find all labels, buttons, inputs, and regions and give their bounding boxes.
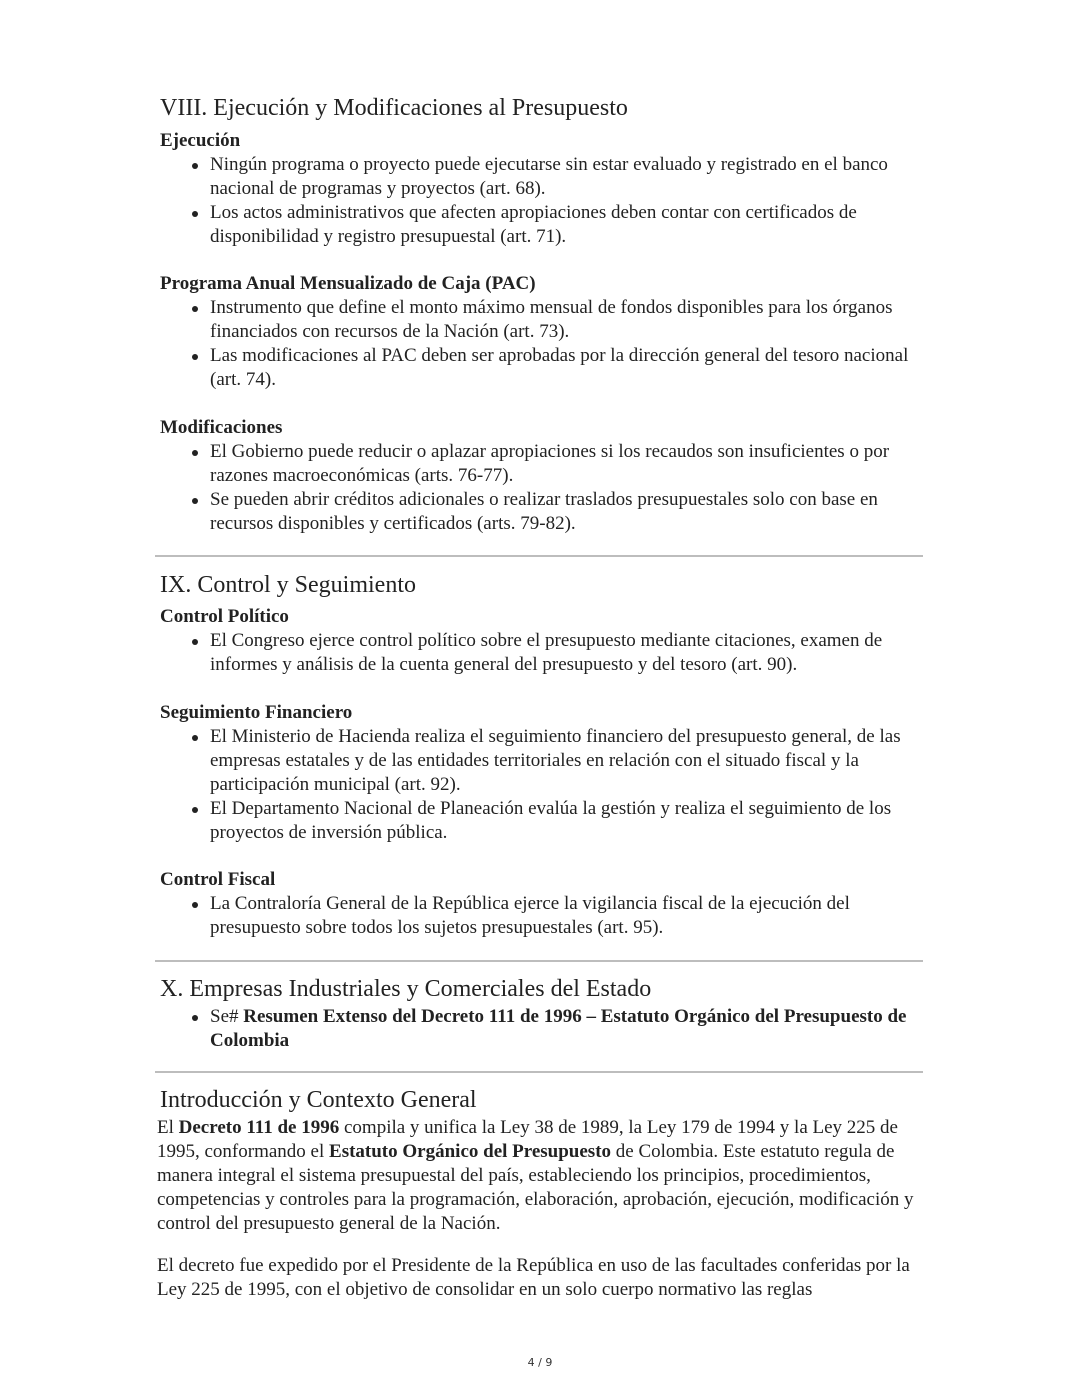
section-heading: X. Empresas Industriales y Comerciales del Estado (160, 976, 652, 1002)
bullet-list (157, 153, 927, 249)
item-bold-title: Resumen Extenso del Decreto 111 de 1996 – Estatuto Orgánico del Presupuesto de Colombia (210, 1006, 907, 1051)
page-number: 4 / 9 (527, 1356, 553, 1369)
divider (155, 960, 923, 962)
bullet-list (157, 1005, 927, 1053)
subsection-control-fiscal (157, 868, 927, 940)
bullet-list (157, 725, 927, 845)
bullet-list (157, 440, 927, 536)
section-heading: VIII. Ejecución y Modificaciones al Presupuesto (160, 95, 628, 121)
subsection-ejecucion (157, 129, 927, 249)
subsection-pac (157, 272, 927, 392)
divider (155, 555, 923, 557)
section-heading: IX. Control y Seguimiento (160, 572, 416, 598)
subsection-heading: Control Político (160, 606, 289, 627)
text: compila y unifica la Ley 38 de 1989, la Ley 179 de 1994 y la Ley 225 de 1995, conformando el (157, 1117, 898, 1162)
subsection-heading: Modificaciones (160, 417, 283, 438)
list-item: El Ministerio de Hacienda realiza el seguimiento financiero del presupuesto general, de las empresas estatales y de las entidades territoriales en relación con el situado fiscal y la participación municipal (art. 92). (210, 725, 927, 797)
bullet-list (157, 629, 927, 677)
section-ix (157, 570, 927, 600)
item-prefix: Se# (210, 1006, 244, 1027)
list-item: Se pueden abrir créditos adicionales o realizar traslados presupuestales solo con base en recursos disponibles y certificados (arts. 79-82). (210, 488, 927, 536)
list-item: Ningún programa o proyecto puede ejecutarse sin estar evaluado y registrado en el banco nacional de programas y proyectos (art. 68). (210, 153, 927, 201)
intro-paragraph-2: El decreto fue expedido por el Presidente de la República en uso de las facultades conferidas por la Ley 225 de 1995, con el objetivo de consolidar en un solo cuerpo normativo las reglas (157, 1255, 910, 1300)
list-item: Las modificaciones al PAC deben ser aprobadas por la dirección general del tesoro nacional (art. 74). (210, 344, 927, 392)
divider (155, 1071, 923, 1073)
list-item: La Contraloría General de la República ejerce la vigilancia fiscal de la ejecución del presupuesto sobre todos los sujetos presupuestales (art. 95). (210, 892, 927, 940)
bullet-list (157, 892, 927, 940)
list-item (210, 1005, 927, 1053)
bold-text: Decreto 111 de 1996 (178, 1117, 340, 1138)
subsection-heading: Ejecución (160, 130, 241, 151)
section-intro (157, 1085, 927, 1302)
subsection-control-politico (157, 605, 927, 677)
list-item: Instrumento que define el monto máximo mensual de fondos disponibles para los órganos financiados con recursos de la Nación (art. 73). (210, 296, 927, 344)
list-item: El Congreso ejerce control político sobre el presupuesto mediante citaciones, examen de informes y análisis de la cuenta general del presupuesto y del tesoro (art. 90). (210, 629, 927, 677)
bullet-list (157, 296, 927, 392)
section-x (157, 974, 927, 1053)
subsection-heading: Seguimiento Financiero (160, 702, 353, 723)
subsection-heading: Programa Anual Mensualizado de Caja (PAC) (160, 273, 536, 294)
subsection-heading: Control Fiscal (160, 869, 276, 890)
text: de Colombia. Este estatuto regula de manera integral el sistema presupuestal del país, estableciendo los principios, procedimientos, competencias y controles para la programación, elaboración, aprobación, ejecución, modificación y control del presupuesto general de la Nación. (157, 1141, 914, 1234)
text: El (157, 1117, 179, 1138)
list-item: Los actos administrativos que afecten apropiaciones deben contar con certificados de disponibilidad y registro presupuestal (art. 71). (210, 201, 927, 249)
list-item: El Departamento Nacional de Planeación evalúa la gestión y realiza el seguimiento de los proyectos de inversión pública. (210, 797, 927, 845)
subsection-seguimiento-financiero (157, 701, 927, 845)
bold-text: Estatuto Orgánico del Presupuesto (329, 1141, 612, 1162)
list-item: El Gobierno puede reducir o aplazar apropiaciones si los recaudos son insuficientes o por razones macroeconómicas (arts. 76-77). (210, 440, 927, 488)
section-heading: Introducción y Contexto General (160, 1087, 477, 1113)
section-viii (157, 93, 927, 123)
intro-paragraph-1 (157, 1116, 927, 1236)
subsection-modificaciones (157, 416, 927, 536)
